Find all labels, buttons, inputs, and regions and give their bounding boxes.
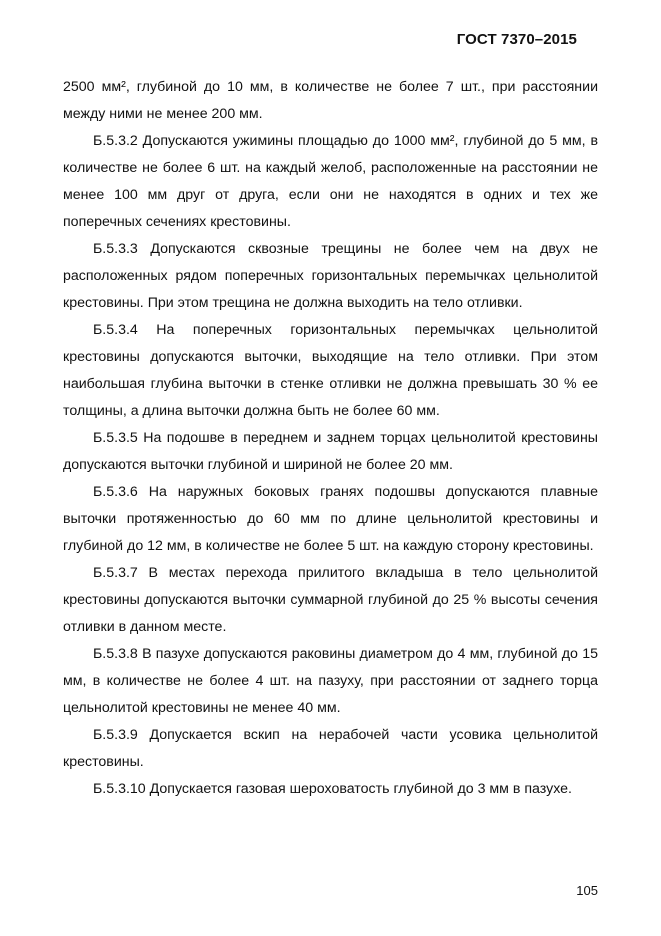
paragraph-b-5-3-9: Б.5.3.9 Допускается вскип на нерабочей части усовика цельнолитой крестовины. [63, 727, 598, 770]
page-number: 105 [576, 883, 598, 898]
paragraph-b-5-3-2: Б.5.3.2 Допускаются ужимины площадью до 1000 мм², глубиной до 5 мм, в количестве не более 6 шт. на каждый желоб, расположенные на расстоянии не менее 100 мм друг от друга, если они не находятся в одних и тех же поперечных сечениях крестовины. [63, 133, 598, 230]
paragraph-b-5-3-10: Б.5.3.10 Допускается газовая шероховатость глубиной до 3 мм в пазухе. [93, 781, 572, 797]
paragraph-b-5-3-8: Б.5.3.8 В пазухе допускаются раковины диаметром до 4 мм, глубиной до 15 мм, в количестве не более 4 шт. на пазуху, при расстоянии от заднего торца цельнолитой крестовины не менее 40 мм. [63, 646, 598, 716]
paragraph-b-5-3-6: Б.5.3.6 На наружных боковых гранях подошвы допускаются плавные выточки протяженностью до 60 мм по длине цельнолитой крестовины и глубиной до 12 мм, в количестве не более 5 шт. на каждую сторону крестовины. [63, 484, 598, 554]
paragraph-b-5-3-4: Б.5.3.4 На поперечных горизонтальных перемычках цельнолитой крестовины допускаются выточки, выходящие на тело отливки. При этом наибольшая глубина выточки в стенке отливки не должна превышать 30 % ее толщины, а длина выточки должна быть не более 60 мм. [63, 322, 598, 419]
document-header-standard: ГОСТ 7370–2015 [456, 31, 577, 48]
paragraph-b-5-3-7: Б.5.3.7 В местах перехода прилитого вкладыша в тело цельнолитой крестовины допускаются выточки суммарной глубиной до 25 % высоты сечения отливки в данном месте. [63, 565, 598, 635]
paragraph-b-5-3-3: Б.5.3.3 Допускаются сквозные трещины не более чем на двух не расположенных рядом поперечных горизонтальных перемычках цельнолитой крестовины. При этом трещина не должна выходить на тело отливки. [63, 241, 598, 311]
paragraph-b-5-3-5: Б.5.3.5 На подошве в переднем и заднем торцах цельнолитой крестовины допускаются выточки глубиной и шириной не более 20 мм. [63, 430, 598, 473]
paragraph-continuation: 2500 мм², глубиной до 10 мм, в количестве не более 7 шт., при расстоянии между ними не менее 200 мм. [63, 79, 598, 122]
document-body [63, 74, 598, 803]
